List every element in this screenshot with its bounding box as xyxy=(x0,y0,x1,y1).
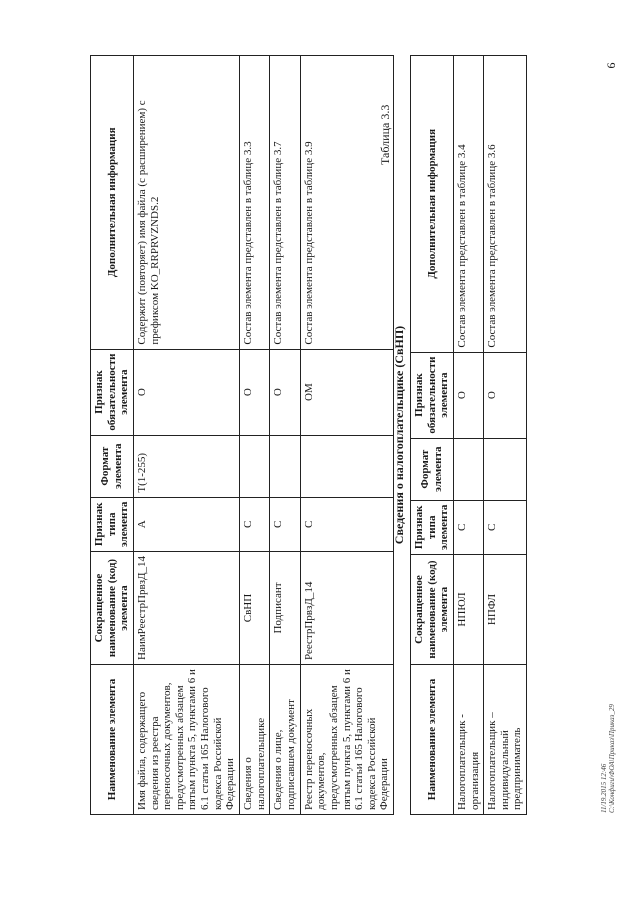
table-row xyxy=(270,56,300,815)
column-header: Формат элемента xyxy=(91,435,134,497)
table-cell: С xyxy=(270,497,300,551)
table-cell: Состав элемента представлен в таблице 3.4 xyxy=(453,56,483,353)
table-row xyxy=(133,56,239,815)
table-cell: Налогоплательщик – индивидуальный предприниматель xyxy=(484,665,527,815)
table-cell: СвНП xyxy=(240,552,270,665)
table-cell xyxy=(484,438,527,500)
table-cell: Подписант xyxy=(270,552,300,665)
column-header: Дополнительная информация xyxy=(91,56,134,350)
column-header: Формат элемента xyxy=(411,438,454,500)
table-cell: ОМ xyxy=(300,349,393,435)
column-header: Сокращенное наименование (код) элемента xyxy=(91,552,134,665)
table-cell: О xyxy=(240,349,270,435)
table-cell: О xyxy=(270,349,300,435)
table-cell: С xyxy=(300,497,393,551)
column-header: Признак типа элемента xyxy=(91,497,134,551)
footer-path: С:\Конфиги\ФОА\Приказ\Приказ_29 xyxy=(608,704,617,813)
table-label: Таблица 3.3 xyxy=(378,104,392,165)
page-number: 9 xyxy=(604,62,619,69)
table-cell: О xyxy=(453,352,483,438)
column-header: Наименование элемента xyxy=(411,665,454,815)
column-header: Признак типа элемента xyxy=(411,500,454,554)
table-cell: С xyxy=(453,500,483,554)
table-cell: Состав элемента представлен в таблице 3.3 xyxy=(240,56,270,350)
table-cell: Сведения о лице, подписавшем документ xyxy=(270,665,300,815)
taxpayer-info-table xyxy=(410,55,527,815)
table-row xyxy=(453,56,483,815)
table-cell: О xyxy=(484,352,527,438)
table-title: Сведения о налогоплательщике (СвНП) xyxy=(392,325,406,545)
table-cell: Сведения о налогоплательщике xyxy=(240,665,270,815)
table-row xyxy=(300,56,393,815)
table-header-row xyxy=(411,56,454,815)
table-cell: С xyxy=(240,497,270,551)
table-cell: Налогоплательщик - организация xyxy=(453,665,483,815)
footer-timestamp: 11/19.2015 12:46 xyxy=(600,763,608,813)
table-cell: НПЮЛ xyxy=(453,555,483,665)
column-header: Признак обязательности элемента xyxy=(91,349,134,435)
column-header: Признак обязательности элемента xyxy=(411,352,454,438)
table-cell: Содержит (повторяет) имя файла (с расширением) с префиксом KO_RRPRVZNDS.2 xyxy=(133,56,239,350)
file-elements-table xyxy=(90,55,394,815)
table-cell: О xyxy=(133,349,239,435)
table-cell xyxy=(240,435,270,497)
table-cell: Состав элемента представлен в таблице 3.7 xyxy=(270,56,300,350)
table-row xyxy=(240,56,270,815)
table-cell: Реестр переносочных документов, предусмотренных абзацем пятым пункта 5, пунктами 6 и 6.1 статьи 165 Налогового кодекса Российской Федерации xyxy=(300,665,393,815)
table-row xyxy=(484,56,527,815)
document-footer xyxy=(600,704,617,813)
table-cell: С xyxy=(484,500,527,554)
table-cell: Имя файла, содержащего сведения из реестра переносочных документов, предусмотренных абзацем пятым пункта 5, пунктами 6 и 6.1 статьи 165 Налогового кодекса Российской Федерации xyxy=(133,665,239,815)
table-cell: РеестрПрвзД_14 xyxy=(300,552,393,665)
table-cell: Состав элемента представлен в таблице 3.6 xyxy=(484,56,527,353)
column-header: Сокращенное наименование (код) элемента xyxy=(411,555,454,665)
column-header: Наименование элемента xyxy=(91,665,134,815)
table-cell xyxy=(453,438,483,500)
table-cell: Т(1-255) xyxy=(133,435,239,497)
table-cell xyxy=(300,435,393,497)
table-cell: НПФЛ xyxy=(484,555,527,665)
column-header: Дополнительная информация xyxy=(411,56,454,353)
table-cell: НаимРеестрПрвзД_14 xyxy=(133,552,239,665)
table-header-row xyxy=(91,56,134,815)
table-cell: А xyxy=(133,497,239,551)
table-cell xyxy=(270,435,300,497)
table-cell: Состав элемента представлен в таблице 3.9 xyxy=(300,56,393,350)
